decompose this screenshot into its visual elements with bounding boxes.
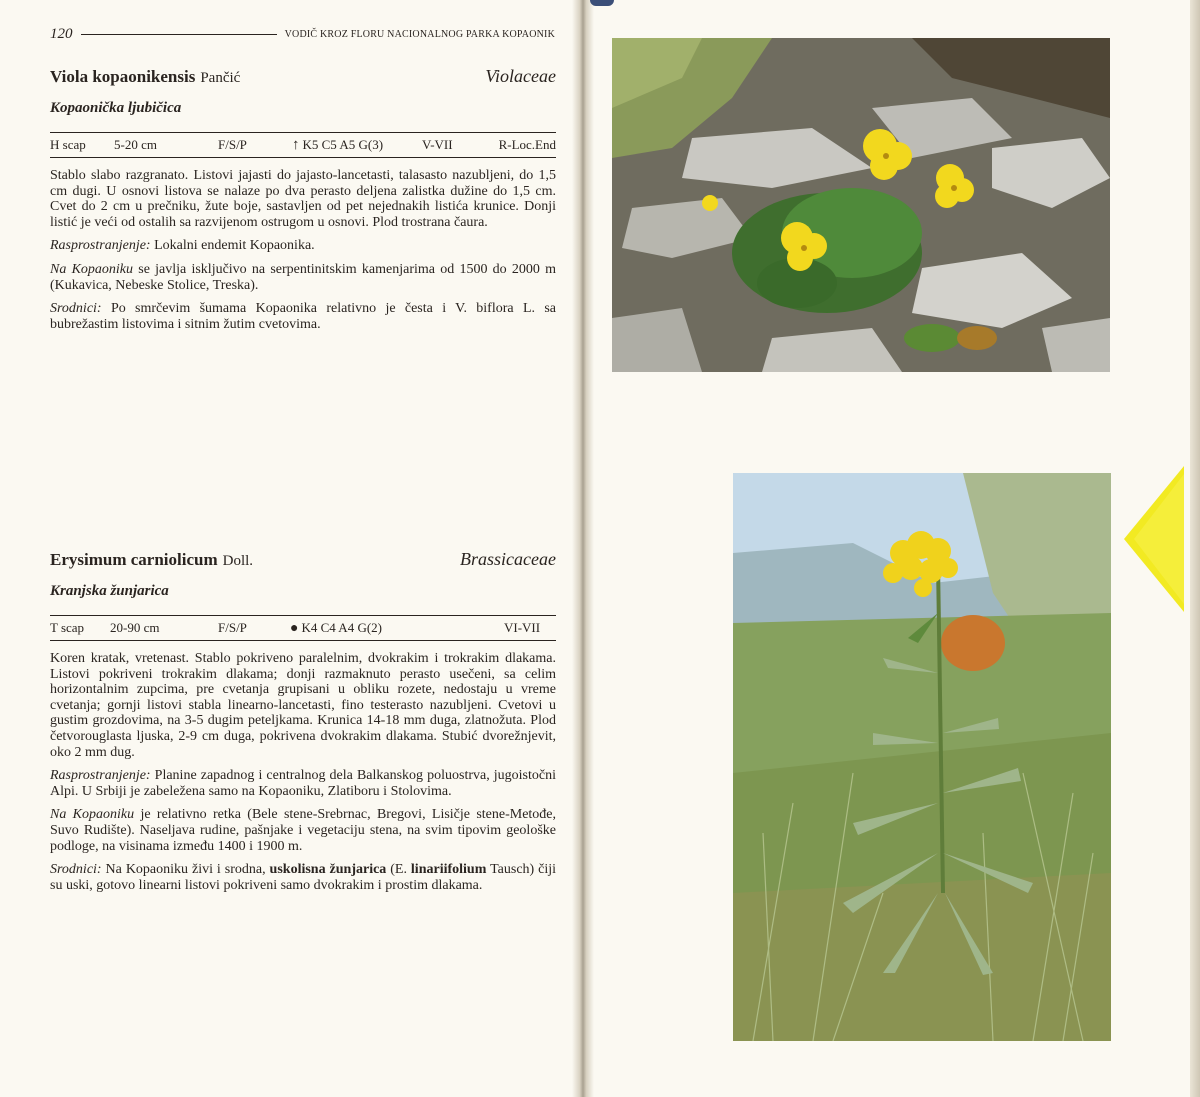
distribution-text: Lokalni endemit Kopaonika. [154, 238, 315, 254]
relatives-paragraph [50, 301, 556, 332]
running-head [50, 24, 555, 44]
description: Koren kratak, vretenast. Stablo pokriveno paralelnim, dvokrakim i trokrakim dlakama. Listovi pokriveni trokrakim dlakama; donji razmaknuto perasto usečeni, sa celim horizontalnim zupcima, pre cvetanja grupisani u obliku rozete, nedostaju u vreme cvetanja; gornji listovi stabla linearno-lancetasti, fino testerasto nazubljeni. Cvetovi u gustim grozdovima, na 3-5 dugim peteljkama. Krunica 14-18 mm duga, zlatnožuta. Plod četvorouglasta ljuska, 2-9 cm duga, pokrivena dvokrakim dlakama. Stubić dvorežnjevit, oko 2 mm dug. [50, 651, 556, 760]
height: 20-90 cm [110, 620, 160, 635]
relatives-paragraph [50, 862, 556, 893]
flowering-period: VI-VII [504, 620, 541, 635]
species-title-row [50, 66, 556, 94]
relatives-pre: Na Kopaoniku živi i srodna, [105, 862, 266, 878]
traits-bar [50, 132, 556, 158]
species-title-row [50, 549, 556, 577]
species-name [50, 550, 253, 570]
kopaonik-paragraph [50, 807, 556, 854]
erysimum-photo [733, 473, 1111, 1041]
distribution-label: Rasprostranjenje: [50, 238, 151, 254]
description: Stablo slabo razgranato. Listovi jajasti do jajasto-lancetasti, talasasto nazubljeni, do 1,5 cm dugi. U osnovi listova se nalaze po dva perasto deljena zalistka dužine do 1,5 cm. Cvet do 2 cm u prečniku, žute boje, sastavljen od pet nejednakih listića krunice. Donji listić je veći od ostalih sa razvijenom ostrugom u osnovi. Plod trostrana čaura. [50, 168, 556, 230]
family-name: Brassicaceae [460, 549, 556, 569]
zygomorphic-arrow-icon: ↑ [292, 136, 300, 153]
formula-text: K4 C4 A4 G(2) [301, 619, 382, 635]
species-entry-viola [50, 66, 556, 332]
book-title: VODIČ KROZ FLORU NACIONALNOG PARKA KOPAONIK [284, 28, 555, 40]
yellow-thumb-tab-icon [1124, 466, 1184, 612]
relatives-label: Srodnici: [50, 301, 102, 317]
actinomorphic-dot-icon: ● [290, 620, 299, 636]
common-name: Kopaonička ljubičica [50, 100, 182, 116]
habitat: F/S/P [218, 137, 247, 152]
bookmark-ribbon [590, 0, 614, 6]
relatives-label: Srodnici: [50, 862, 102, 878]
family-name: Violaceae [485, 66, 556, 86]
relatives-text: Po smrčevim šumama Kopaonika relativno je česta i V. biflora L. sa bubrežastim listovima i sitnim žutim cvetovima. [50, 301, 556, 332]
kopaonik-text: je relativno retka (Bele stene-Srebrnac, Bregovi, Lisičje stene-Metođe, Suvo Rudište). Naseljava rudine, pašnjake i vegetaciju stena, na svim tipovim geološke podloge, na visinama između 1400 i 1900 m. [50, 807, 557, 854]
height: 5-20 cm [114, 137, 157, 152]
kopaonik-paragraph [50, 262, 556, 293]
relative-scientific-name: linariifolium [410, 862, 487, 878]
flower-formula [290, 620, 504, 637]
kopaonik-text: se javlja isključivo na serpentinitskim kamenjarima od 1500 do 2000 m (Kukavica, Nebeske Stolice, Treska). [50, 261, 557, 293]
page-number: 120 [50, 25, 73, 42]
distribution-label: Rasprostranjenje: [50, 768, 151, 784]
kopaonik-label: Na Kopaoniku [50, 261, 134, 277]
relatives-post: Tausch) čiji su uski, gotovo linearni listovi pokriveni samo dvokrakim i prostim dlakama. [50, 862, 557, 893]
author: Doll. [222, 553, 254, 569]
distribution-paragraph [50, 238, 556, 254]
head-rule [81, 34, 277, 35]
flower-formula [292, 137, 422, 154]
distribution-paragraph [50, 768, 556, 799]
viola-photo-illustration [612, 38, 1110, 372]
distribution-text: Planine zapadnog i centralnog dela Balkanskog poluostrva, jugoistočni Alpi. U Srbiji je zabeležena samo na Kopaoniku, Zlatiboru i Stolovima. [50, 768, 557, 799]
formula-text: K5 C5 A5 G(3) [302, 136, 384, 152]
species-entry-erysimum [50, 549, 556, 893]
traits-bar [50, 615, 556, 641]
life-form: T scap [50, 620, 85, 635]
relatives-open: (E. [390, 862, 407, 878]
page-edge [1190, 0, 1200, 1097]
scientific-name: Viola kopaonikensis [50, 67, 196, 86]
author: Pančić [200, 70, 241, 86]
scientific-name: Erysimum carniolicum [50, 550, 218, 569]
life-form: H scap [50, 137, 86, 152]
conservation-status: R-Loc.End [498, 137, 556, 152]
common-name: Kranjska žunjarica [50, 583, 169, 599]
habitat: F/S/P [218, 620, 247, 635]
book-gutter [572, 0, 594, 1097]
species-name [50, 67, 240, 87]
erysimum-photo-illustration [733, 473, 1111, 1041]
flowering-period: V-VII [422, 137, 453, 152]
viola-photo [612, 38, 1110, 372]
kopaonik-label: Na Kopaoniku [50, 807, 135, 823]
relative-common-name: uskolisna žunjarica [269, 862, 387, 878]
